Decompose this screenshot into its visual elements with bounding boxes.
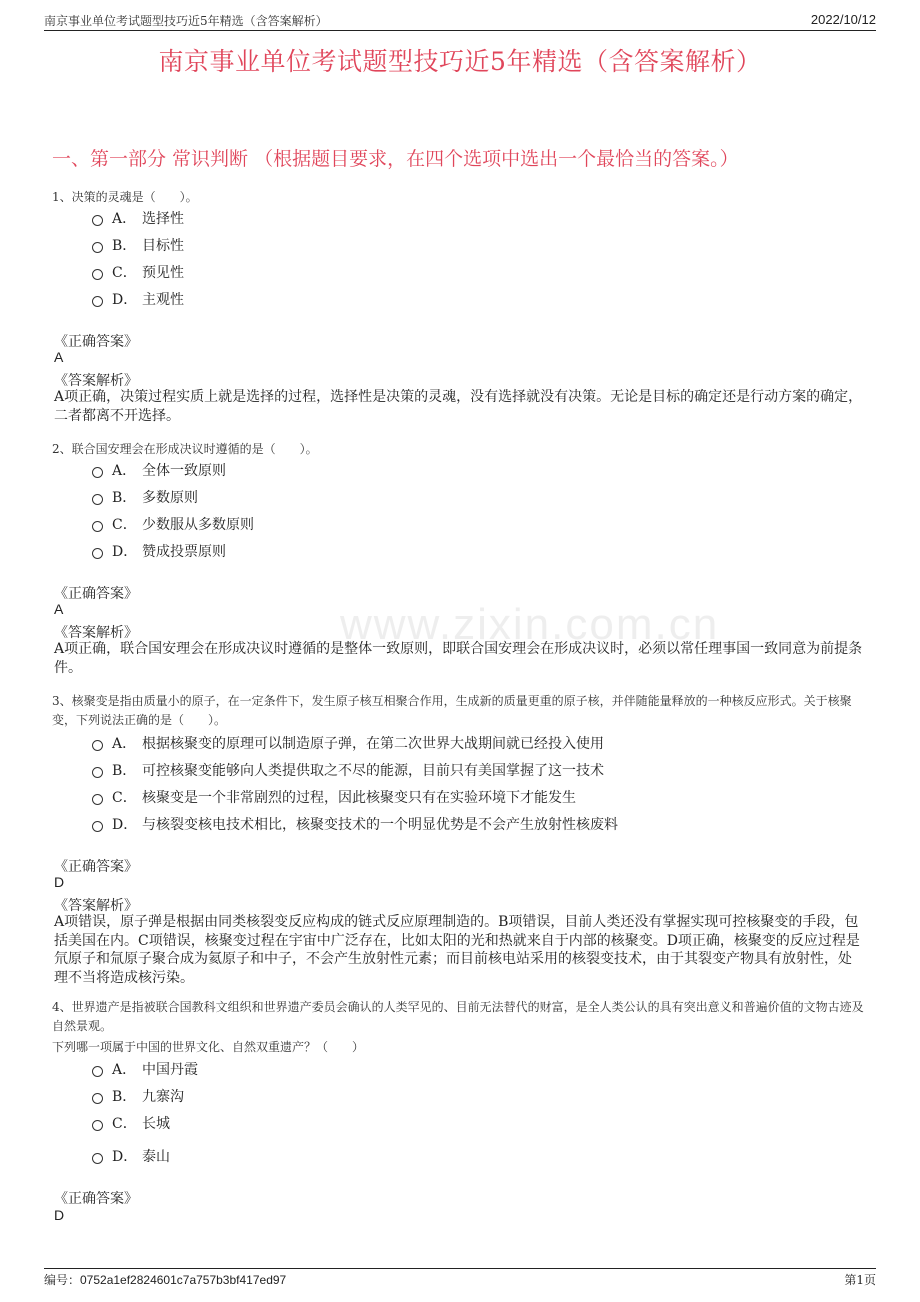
radio-icon[interactable] [92, 794, 103, 805]
question-1-option-d[interactable]: D． 主观性 [92, 289, 184, 309]
question-2-option-b[interactable]: B． 多数原则 [92, 487, 198, 507]
header-doc-title: 南京事业单位考试题型技巧近5年精选（含答案解析） [44, 14, 328, 28]
radio-icon[interactable] [92, 521, 103, 532]
page-title: 南京事业单位考试题型技巧近5年精选（含答案解析） [158, 47, 762, 76]
radio-icon[interactable] [92, 242, 103, 253]
question-3-option-a[interactable]: A． 根据核聚变的原理可以制造原子弹，在第二次世界大战期间就已经投入使用 [92, 733, 604, 753]
footer-divider [44, 1268, 876, 1269]
radio-icon[interactable] [92, 740, 103, 751]
question-1-option-b[interactable]: B． 目标性 [92, 235, 184, 255]
question-3-stem: 3、核聚变是指由质量小的原子，在一定条件下，发生原子核互相聚合作用，生成新的质量更重的原子核，并伴随能量释放的一种核反应形式。关于核聚变，下列说法正确的是（ ）。 [52, 694, 852, 727]
radio-icon[interactable] [92, 1153, 103, 1164]
question-2-stem: 2、联合国安理会在形成决议时遵循的是（ ）。 [52, 442, 318, 456]
question-3-option-b[interactable]: B． 可控核聚变能够向人类提供取之不尽的能源，目前只有美国掌握了这一技术 [92, 760, 604, 780]
radio-icon[interactable] [92, 767, 103, 778]
question-1-option-a[interactable]: A． 选择性 [92, 208, 184, 228]
question-2-option-d[interactable]: D． 赞成投票原则 [92, 541, 226, 561]
page-number: 第1页 [844, 1273, 876, 1287]
question-4-answer: D [54, 1207, 65, 1223]
explanation-label: 《答案解析》 [54, 625, 138, 641]
radio-icon[interactable] [92, 494, 103, 505]
question-3-option-d[interactable]: D． 与核裂变核电技术相比，核聚变技术的一个明显优势是不会产生放射性核废料 [92, 814, 618, 834]
question-2-option-a[interactable]: A． 全体一致原则 [92, 460, 226, 480]
header-divider [44, 30, 876, 31]
question-4-option-b[interactable]: B． 九寨沟 [92, 1086, 184, 1106]
question-2-option-c[interactable]: C． 少数服从多数原则 [92, 514, 254, 534]
question-4-option-a[interactable]: A． 中国丹霞 [92, 1059, 198, 1079]
explanation-label: 《答案解析》 [54, 898, 138, 914]
question-3-explanation: A项错误，原子弹是根据由同类核裂变反应构成的链式反应原理制造的。B项错误，目前人类还没有掌握实现可控核聚变的手段，包括美国在内。C项错误，核聚变过程在宇宙中广泛存在，比如太阳的光和热就来自于内部的核聚变。D项正确，核聚变的反应过程是氘原子和氚原子聚合成为氦原子和中子，不会产生放射性元素；而目前核电站采用的核裂变技术，由于其裂变产物具有放射性，处理不当将造成核污染。 [54, 914, 860, 986]
question-4-option-c[interactable]: C． 长城 [92, 1113, 170, 1133]
watermark: www.zixin.com.cn [340, 600, 720, 649]
question-1-explanation: A项正确，决策过程实质上就是选择的过程，选择性是决策的灵魂，没有选择就没有决策。无论是目标的确定还是行动方案的确定，二者都离不开选择。 [54, 389, 863, 424]
answer-label: 《正确答案》 [54, 586, 138, 602]
radio-icon[interactable] [92, 467, 103, 478]
question-3-option-c[interactable]: C． 核聚变是一个非常剧烈的过程，因此核聚变只有在实验环境下才能发生 [92, 787, 576, 807]
radio-icon[interactable] [92, 548, 103, 559]
document-code: 编号：0752a1ef2824601c7a757b3bf417ed97 [44, 1273, 287, 1287]
answer-label: 《正确答案》 [54, 334, 138, 350]
question-2-answer: A [54, 601, 64, 617]
question-1-answer: A [54, 349, 64, 365]
radio-icon[interactable] [92, 215, 103, 226]
question-4-option-d[interactable]: D． 泰山 [92, 1146, 170, 1166]
question-3-answer: D [54, 874, 65, 890]
radio-icon[interactable] [92, 269, 103, 280]
header-date: 2022/10/12 [810, 12, 876, 27]
radio-icon[interactable] [92, 1093, 103, 1104]
explanation-label: 《答案解析》 [54, 373, 138, 389]
section-heading: 一、第一部分 常识判断 （根据题目要求，在四个选项中选出一个最恰当的答案。） [52, 148, 739, 170]
radio-icon[interactable] [92, 296, 103, 307]
question-2-explanation: A项正确，联合国安理会在形成决议时遵循的是整体一致原则，即联合国安理会在形成决议时，必须以常任理事国一致同意为前提条件。 [54, 641, 863, 676]
radio-icon[interactable] [92, 1120, 103, 1131]
question-4-stem: 4、世界遗产是指被联合国教科文组织和世界遗产委员会确认的人类罕见的、目前无法替代的财富，是全人类公认的具有突出意义和普遍价值的文物古迹及自然景观。 [52, 1000, 864, 1033]
question-1-stem: 1、决策的灵魂是（ ）。 [52, 190, 198, 204]
answer-label: 《正确答案》 [54, 859, 138, 875]
question-4-prompt: 下列哪一项属于中国的世界文化、自然双重遗产？（ ） [52, 1040, 365, 1054]
radio-icon[interactable] [92, 1066, 103, 1077]
radio-icon[interactable] [92, 821, 103, 832]
question-1-option-c[interactable]: C． 预见性 [92, 262, 184, 282]
answer-label: 《正确答案》 [54, 1191, 138, 1207]
